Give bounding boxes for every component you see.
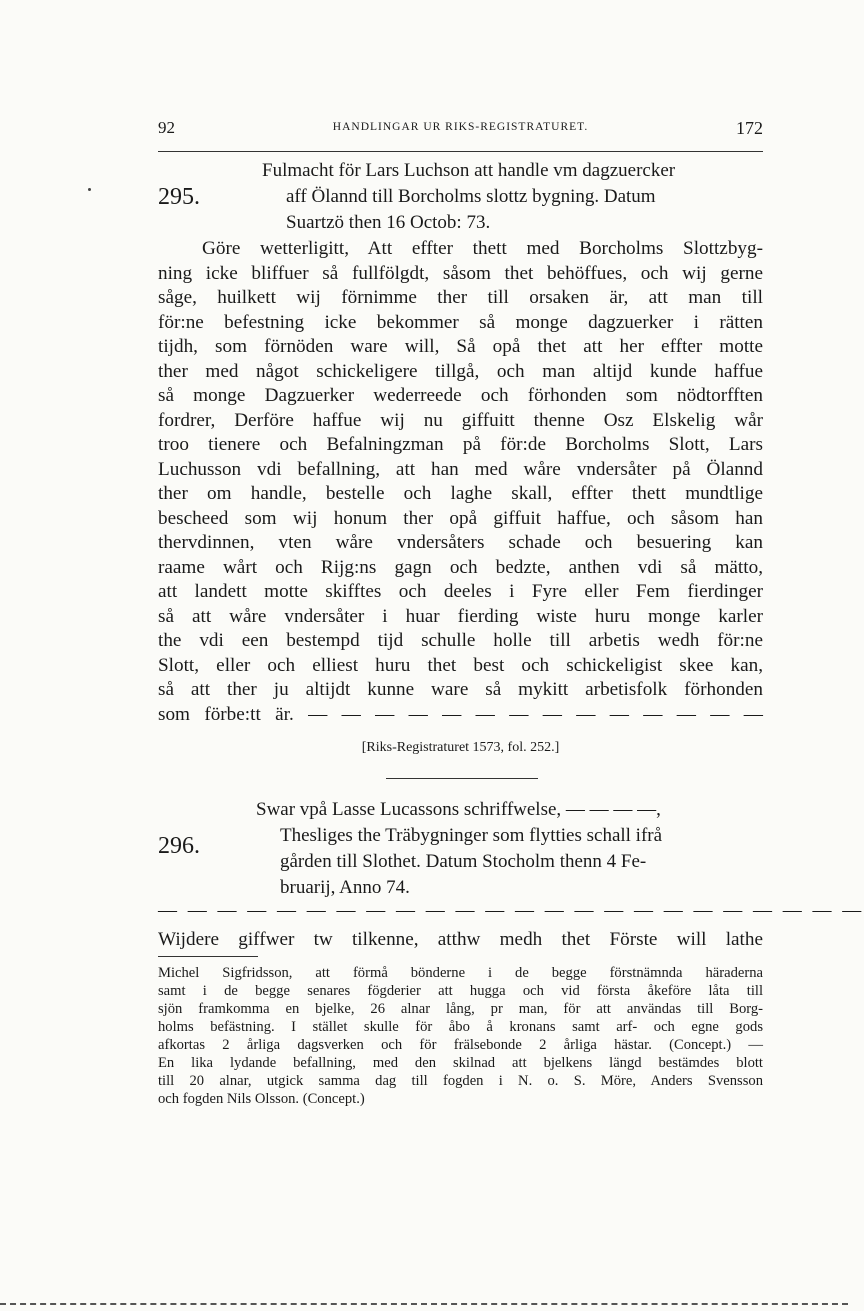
body-line: för:ne befestning icke bekommer så monge dagzuerker i rätten bbox=[158, 311, 763, 333]
body-line: så att ther ju altijdt kunne ware så mykitt arbetisfolk förhonden bbox=[158, 679, 763, 700]
body-line: thervdinnen, vten wåre vndersåters schade och besuering kan bbox=[158, 532, 763, 553]
body-line: såge, huilkett wij förnimme ther till orsaken är, att man till bbox=[158, 287, 763, 308]
footnote-line: Michel Sigfridsson, att förmå bönderne i de begge förstnämnda häraderna bbox=[158, 965, 763, 981]
body-line: som förbe:tt är. — — — — — — — — — — — — — — bbox=[158, 703, 763, 725]
footnote-line: En lika lydande befallning, med den skilnad att bjelkens längd bestämdes blott bbox=[158, 1055, 763, 1071]
document-number: 172 bbox=[736, 118, 763, 138]
entry-caption bbox=[256, 797, 663, 901]
caption-line: bruarij, Anno 74. bbox=[280, 877, 410, 898]
caption-line: aff Ölannd till Borcholms slottz bygning. Datum bbox=[286, 186, 656, 207]
scan-bottom-edge bbox=[0, 1303, 848, 1305]
body-line: Wijdere giffwer tw tilkenne, atthw medh thet Förste will lathe bbox=[158, 929, 763, 950]
body-line: ther om handle, bestelle och laghe skall, effter thett mundtlige bbox=[158, 483, 763, 504]
caption-line: gården till Slothet. Datum Stocholm thenn 4 Fe- bbox=[280, 851, 647, 872]
body-line: Slott, eller och elliest huru thet best och schickeligist skee kan, bbox=[158, 654, 763, 676]
header-rule bbox=[158, 151, 763, 152]
omission-dashes: — — — — — — — — — — — — — — — — — — — — — — — — bbox=[158, 900, 864, 921]
caption-line: Swar vpå Lasse Lucassons schriffwelse, — — — —, bbox=[256, 799, 661, 820]
footnote-rule bbox=[158, 956, 258, 957]
body-line: så monge Dagzuerker wederreede och förhonden som nödtorfften bbox=[158, 385, 763, 406]
running-title: HANDLINGAR UR RIKS-REGISTRATURET. bbox=[332, 121, 589, 133]
footnote-line: och fogden Nils Olsson. (Concept.) bbox=[158, 1091, 365, 1107]
entry-body bbox=[158, 237, 763, 727]
body-line: troo tienere och Befalningzman på för:de Borcholms Slott, Lars bbox=[158, 434, 763, 455]
body-line: att landett motte skifftes och deeles i Fyre eller Fem fierdinger bbox=[158, 581, 763, 602]
body-line: Luchusson vdi befallning, att han med wåre vndersåter på Ölannd bbox=[158, 458, 763, 480]
body-line: så att wåre vndersåter i huar fierding wiste huru monge karler bbox=[158, 605, 763, 627]
page bbox=[158, 118, 864, 1107]
footnote-line: sjön framkomma en bjelke, 26 alnar lång, pr man, för att användas till Borg- bbox=[158, 1001, 763, 1017]
entry-number: 295. bbox=[158, 184, 200, 210]
body-line: fordrer, Derföre haffue wij nu giffuitt thenne Osz Elskelig wår bbox=[158, 409, 763, 431]
footnote-line: holms befästning. I stället skulle för åbo å kronans samt arf- och egne gods bbox=[158, 1019, 763, 1035]
body-line: ther med något schickeligere tillgå, och man altijd kunde haffue bbox=[158, 360, 763, 382]
page-header bbox=[158, 118, 763, 142]
caption-line: Suartzö then 16 Octob: 73. bbox=[286, 212, 491, 233]
footnote bbox=[158, 964, 763, 1108]
source-reference: [Riks-Registraturet 1573, fol. 252.] bbox=[361, 740, 560, 755]
entry-caption bbox=[262, 158, 676, 236]
body-line: bescheed som wij honum ther opå giffuit haffue, och såsom han bbox=[158, 507, 763, 529]
body-line: Göre wetterligitt, Att effter thett med Borcholms Slottzbyg- bbox=[202, 238, 763, 259]
entry-body bbox=[158, 928, 763, 953]
caption-line: Fulmacht för Lars Luchson att handle vm dagzuercker bbox=[262, 160, 676, 181]
body-line: raame wårt och Rijg:ns gagn och bedzte, anthen vdi så mätto, bbox=[158, 556, 763, 578]
footnote-line: till 20 alnar, utgick samma dag till fogden i N. o. S. Möre, Anders Svensson bbox=[158, 1073, 763, 1089]
paper-speck bbox=[88, 188, 91, 191]
page-number: 92 bbox=[158, 118, 175, 137]
caption-line: Thesliges the Träbygninger som flytties schall ifrå bbox=[280, 825, 663, 846]
footnote-line: afkortas 2 årliga dagsverken och för frälsebonde 2 årliga hästar. (Concept.) — bbox=[158, 1037, 763, 1053]
footnote-line: samt i de begge senares fögderier att hugga och vid första åkeföre låta till bbox=[158, 983, 763, 999]
body-line: ning icke bliffuer så fullfölgdt, såsom thet behöffues, och wij gerne bbox=[158, 262, 763, 284]
body-line: the vdi een bestempd tijd schulle holle till arbetis wedh för:ne bbox=[158, 630, 763, 651]
section-divider bbox=[386, 778, 538, 779]
body-line: tijdh, som förnöden ware will, Så opå thet att her effter motte bbox=[158, 336, 763, 357]
entry-number: 296. bbox=[158, 833, 200, 859]
